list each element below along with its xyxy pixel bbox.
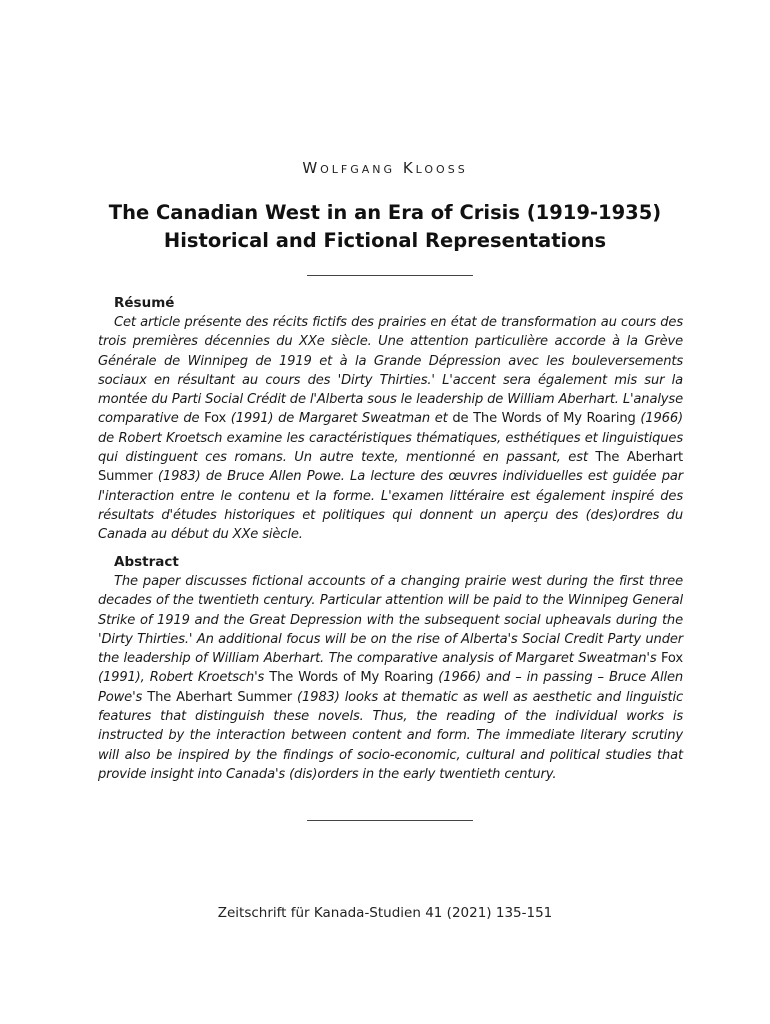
abstract-title-aberhart: The Aberhart Summer	[147, 689, 292, 705]
title-line-1: The Canadian West in an Era of Crisis (1919-1935)	[108, 201, 662, 224]
journal-citation: Zeitschrift für Kanada-Studien 41 (2021) 135-151	[217, 905, 553, 921]
abstract-title-fox: Fox	[661, 651, 683, 667]
resume-title-words: The Words of My Roaring	[473, 411, 636, 427]
abstract-text-4: (1983) looks at thematic as well as aesthetic and linguistic features that distinguish these novels. Thus, the reading of the individual works is instructed by the interaction between content and form. The immediate literary scrutiny will also be inspired by the findings of socio-economic, cultural and political studies that provide insight into Canada's (dis)orders in the early twentieth century.	[98, 689, 684, 782]
resume-word-de: de	[452, 411, 469, 427]
abstract-title-words: The Words of My Roaring	[269, 670, 434, 686]
resume-text-2: (1991) de Margaret Sweatman et	[226, 411, 453, 427]
title-line-2: Historical and Fictional Representations	[163, 229, 607, 252]
abstract-text-1: The paper discusses fictional accounts of a changing prairie west during the first three decades of the twentieth century. Particular attention will be paid to the Winnipeg General Strike of 1919 and the Great Depression with the subsequent social upheavals during the 'Dirty Thirties.' An additional focus will be on the rise of Alberta's Social Credit Party under the leadership of William Aberhart. The comparative analysis of Margaret Sweatman's	[98, 574, 683, 667]
abstract-heading: Abstract	[114, 554, 179, 570]
divider-top	[307, 275, 473, 276]
abstract-body	[98, 572, 683, 784]
resume-title-aberhart: The Aberhart Summer	[98, 450, 683, 485]
resume-title-fox: Fox	[204, 411, 227, 427]
resume-text-3: (1966) de Robert Kroetsch examine les caractéristiques thématiques, esthétiques et linguistiques qui distinguent ces romans. Un autre texte, mentionné en passant, est	[98, 411, 683, 466]
abstract-text-2: (1991), Robert Kroetsch's	[98, 670, 270, 686]
resume-body	[98, 313, 683, 545]
abstract-section	[98, 553, 683, 784]
resume-heading: Résumé	[114, 295, 175, 311]
abstract-text-3: (1966) and – in passing – Bruce Allen Powe's	[98, 670, 683, 705]
article-title	[60, 199, 710, 255]
resume-text-1: Cet article présente des récits fictifs des prairies en état de transformation au cours des trois premières décennies du XXe siècle. Une attention particulière accorde à la Grève Générale de Winnipeg de 1919 et à la Grande Dépression avec les bouleversements sociaux en résultant au cours des 'Dirty Thirties.' L'accent sera également mis sur la montée du Parti Social Crédit de l'Alberta sous le leadership de William Aberhart. L'analyse comparative de	[98, 315, 683, 427]
resume-section	[98, 294, 683, 545]
divider-bottom	[307, 820, 473, 821]
author-name: Wolfgang Klooss	[302, 159, 468, 177]
resume-text-4: (1983) de Bruce Allen Powe. La lecture des œuvres individuelles est guidée par l'interaction entre le contenu et la forme. L'examen littéraire est également inspiré des résultats d'études historiques et politiques qui donnent un aperçu des (des)ordres du Canada au début du XXe siècle.	[98, 469, 683, 543]
